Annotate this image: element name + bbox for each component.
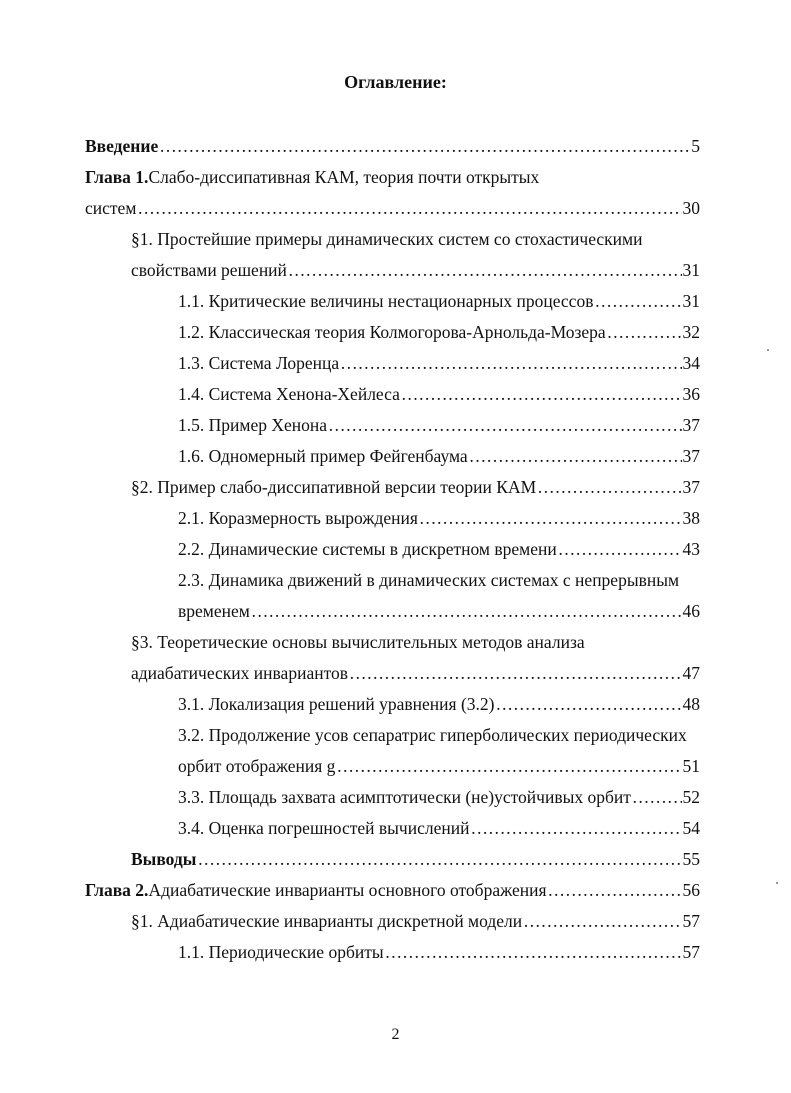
entry-label: 1.1. Периодические орбиты: [178, 942, 384, 962]
entry-label: 1.3. Система Лоренца: [178, 353, 340, 373]
toc-entry[interactable]: [85, 134, 700, 158]
dot-leader: [607, 320, 682, 344]
entry-page: 37: [682, 415, 700, 435]
entry-label: 2.3. Динамика движений в динамических системах с непрерывным: [178, 570, 680, 590]
entry-bold-label: Выводы: [131, 849, 197, 869]
entry-page: 36: [682, 384, 700, 404]
toc-entry-continuation[interactable]: [131, 258, 700, 282]
entry-label-cont: орбит отображения g: [178, 756, 336, 776]
entry-page: 52: [682, 787, 700, 807]
entry-label: 3.2. Продолжение усов сепаратрис гиперболических периодических: [178, 725, 687, 745]
entry-label: Слабо-диссипативная КАМ, теория почти открытых: [148, 167, 540, 187]
entry-label: 1.5. Пример Хенона: [178, 415, 327, 435]
entry-bold-label: Глава 2.: [85, 880, 149, 900]
dot-leader: [340, 351, 681, 375]
dot-leader: [137, 196, 681, 220]
dot-leader: [548, 878, 682, 902]
dot-leader: [523, 909, 681, 933]
entry-label: §1. Простейшие примеры динамических систем со стохастическими: [131, 229, 643, 249]
toc-entry[interactable]: [178, 506, 700, 530]
entry-page: 51: [682, 756, 700, 776]
entry-page: 47: [682, 663, 700, 683]
toc-entry-continuation[interactable]: [178, 754, 700, 778]
dot-leader: [251, 599, 682, 623]
entry-page: 57: [682, 942, 700, 962]
entry-label-cont: систем: [85, 198, 137, 218]
dot-leader: [288, 258, 682, 282]
toc-entry[interactable]: [131, 630, 585, 654]
entry-label-cont: свойствами решений: [131, 260, 287, 280]
entry-page: 43: [682, 539, 700, 559]
dot-leader: [328, 413, 682, 437]
toc-entry[interactable]: [131, 475, 700, 499]
entry-page: 37: [682, 477, 700, 497]
dot-leader: [470, 816, 681, 840]
entry-label: 2.2. Динамические системы в дискретном времени: [178, 539, 557, 559]
entry-page: 46: [682, 601, 700, 621]
toc-entry[interactable]: [178, 785, 700, 809]
dot-leader: [469, 444, 682, 468]
scan-speck: [767, 349, 769, 351]
toc-entry[interactable]: [178, 816, 700, 840]
toc-entry[interactable]: [178, 568, 679, 592]
page-number: 2: [391, 1026, 400, 1043]
entry-page: 34: [682, 353, 700, 373]
toc-entry[interactable]: [178, 723, 687, 747]
entry-page: 31: [682, 291, 700, 311]
dot-leader: [349, 661, 681, 685]
toc-entry-continuation[interactable]: [85, 196, 700, 220]
dot-leader: [537, 475, 681, 499]
dot-leader: [594, 289, 681, 313]
entry-page: 55: [682, 849, 700, 869]
entry-bold-label: Глава 1.: [85, 167, 149, 187]
toc-title: Оглавление:: [344, 72, 447, 92]
entry-label: Адиабатические инварианты основного отображения: [148, 880, 547, 900]
dot-leader: [419, 506, 682, 530]
entry-label: 1.2. Классическая теория Колмогорова-Арнольда-Мозера: [178, 322, 606, 342]
dot-leader: [336, 754, 681, 778]
toc-entry[interactable]: [178, 444, 700, 468]
entry-page: 48: [682, 694, 700, 714]
entry-page: 54: [682, 818, 700, 838]
entry-label-cont: адиабатических инвариантов: [131, 663, 349, 683]
entry-label: 3.4. Оценка погрешностей вычислений: [178, 818, 470, 838]
dot-leader: [385, 940, 682, 964]
toc-entry[interactable]: [131, 227, 642, 251]
entry-page: 38: [682, 508, 700, 528]
entry-label: 3.3. Площадь захвата асимптотически (не)устойчивых орбит: [178, 787, 631, 807]
dot-leader: [197, 847, 681, 871]
entry-page: 30: [682, 198, 700, 218]
dot-leader: [401, 382, 682, 406]
toc-entry[interactable]: [178, 351, 700, 375]
toc-entry[interactable]: [178, 289, 700, 313]
entry-page: 37: [682, 446, 700, 466]
entry-label: 1.6. Одномерный пример Фейгенбаума: [178, 446, 468, 466]
scan-speck: [776, 882, 778, 884]
toc-entry[interactable]: [178, 940, 700, 964]
entry-label: §3. Теоретические основы вычислительных методов анализа: [131, 632, 585, 652]
toc-entry[interactable]: [131, 909, 700, 933]
entry-label: 1.4. Система Хенона-Хейлеса: [178, 384, 400, 404]
toc-entry-continuation[interactable]: [131, 661, 700, 685]
entry-label: §2. Пример слабо-диссипативной версии теории КАМ: [131, 477, 537, 497]
entry-label: 3.1. Локализация решений уравнения (3.2): [178, 694, 495, 714]
entry-page: 31: [682, 260, 700, 280]
dot-leader: [558, 537, 682, 561]
dot-leader: [159, 134, 690, 158]
toc-entry[interactable]: [178, 692, 700, 716]
dot-leader: [495, 692, 681, 716]
entry-page: 5: [691, 136, 700, 156]
toc-entry[interactable]: [85, 165, 539, 189]
toc-entry[interactable]: [178, 320, 700, 344]
entry-label: §1. Адиабатические инварианты дискретной модели: [131, 911, 523, 931]
toc-entry[interactable]: [178, 537, 700, 561]
dot-leader: [632, 785, 682, 809]
entry-page: 57: [682, 911, 700, 931]
toc-entry[interactable]: [178, 382, 700, 406]
entry-label: 1.1. Критические величины нестационарных процессов: [178, 291, 594, 311]
entry-label: 2.1. Коразмерность вырождения: [178, 508, 418, 528]
entry-bold-label: Введение: [85, 136, 159, 156]
toc-entry[interactable]: [131, 847, 700, 871]
toc-entry[interactable]: [85, 878, 700, 902]
toc-entry-continuation[interactable]: [178, 599, 700, 623]
entry-page: 56: [682, 880, 700, 900]
toc-entry[interactable]: [178, 413, 700, 437]
entry-label-cont: временем: [178, 601, 250, 621]
entry-page: 32: [682, 322, 700, 342]
